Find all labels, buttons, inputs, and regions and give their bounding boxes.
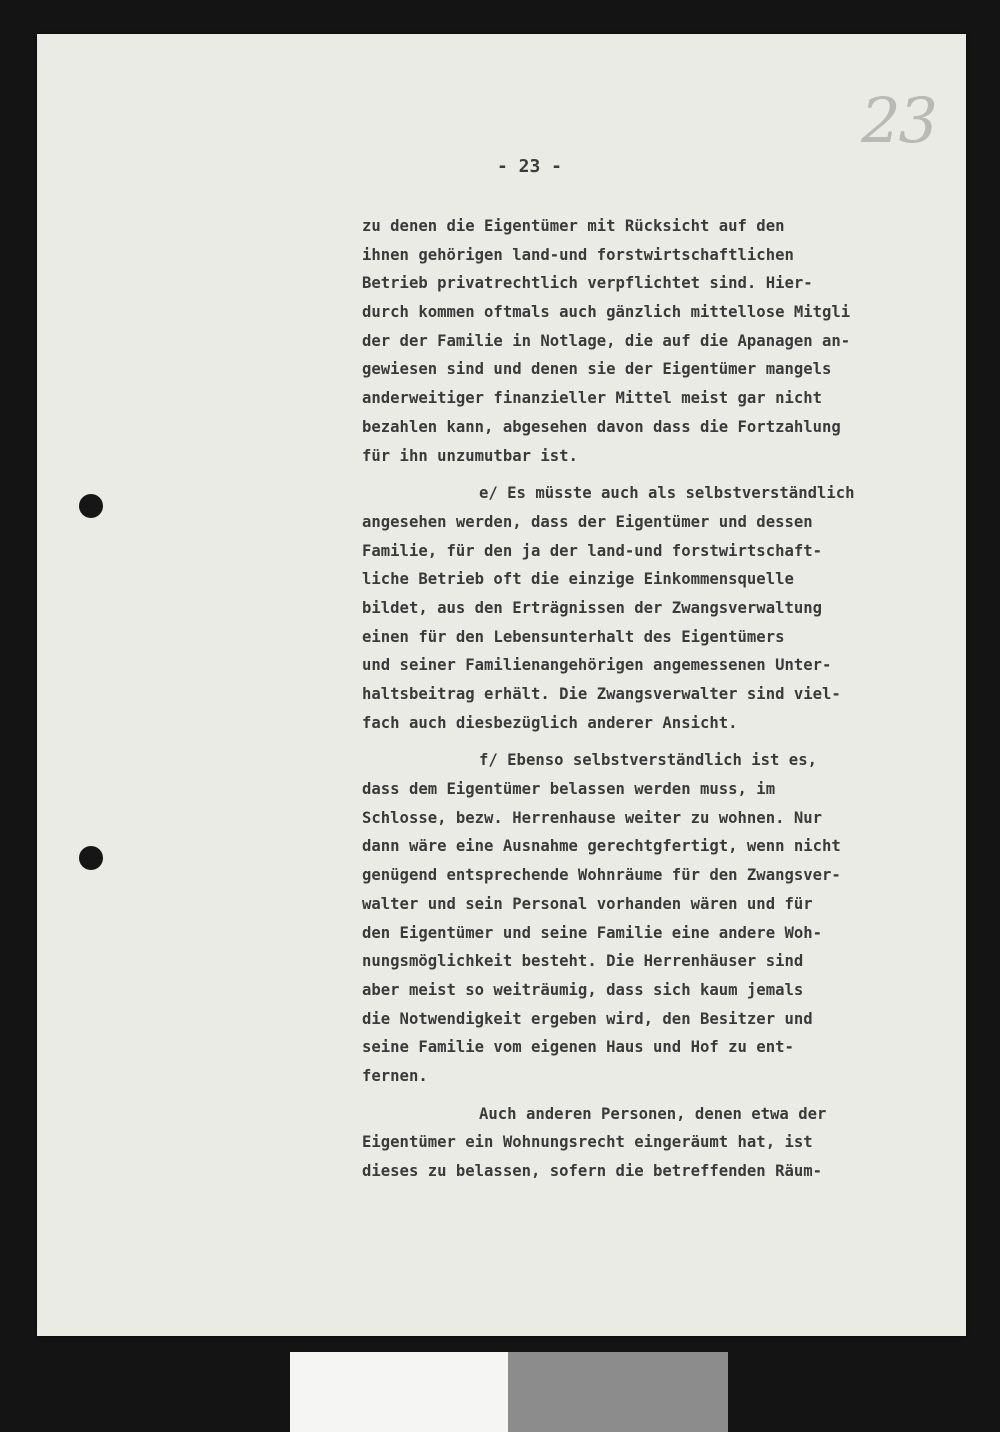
text-line: liche Betrieb oft die einzige Einkommensquelle <box>362 570 794 589</box>
text-line: angesehen werden, dass der Eigentümer und dessen <box>362 512 813 531</box>
text-line: genügend entsprechende Wohnräume für den Zwangsver- <box>362 866 841 885</box>
paragraph-p3 <box>362 746 962 1090</box>
paragraph-gap <box>362 470 962 479</box>
text-line: haltsbeitrag erhält. Die Zwangsverwalter sind viel- <box>362 685 841 703</box>
text-line: die Notwendigkeit ergeben wird, den Besitzer und <box>362 1009 813 1028</box>
text-line: fernen. <box>362 1066 428 1085</box>
text-line: bildet, aus den Erträgnissen der Zwangsverwaltung <box>362 598 823 617</box>
text-line: und seiner Familienangehörigen angemessenen Unter- <box>362 656 832 675</box>
text-line: dieses zu belassen, sofern die betreffenden Räum- <box>362 1162 823 1180</box>
text-line: durch kommen oftmals auch gänzlich mittellose Mitgli <box>362 303 851 322</box>
handwritten-page-mark: 23 <box>861 84 936 157</box>
text-line: aber meist so weiträumig, dass sich kaum jemals <box>362 980 804 999</box>
text-line: anderweitiger finanzieller Mittel meist gar nicht <box>362 389 823 408</box>
typewritten-body <box>362 212 962 1186</box>
paragraph-p4 <box>362 1100 962 1186</box>
text-line: walter und sein Personal vorhanden wären und für <box>362 894 813 913</box>
paragraph-p1 <box>362 212 962 470</box>
text-line: e/ Es müsste auch als selbstverständlich <box>479 484 855 503</box>
text-line: gewiesen sind und denen sie der Eigentümer mangels <box>362 360 832 379</box>
text-line: nungsmöglichkeit besteht. Die Herrenhäuser sind <box>362 952 804 971</box>
calibration-strip-grey <box>508 1352 728 1432</box>
text-line: Familie, für den ja der land-und forstwirtschaft- <box>362 541 823 560</box>
text-line: ihnen gehörigen land-und forstwirtschaftlichen <box>362 245 794 264</box>
text-line: fach auch diesbezüglich anderer Ansicht. <box>362 713 738 732</box>
document-page <box>37 34 966 1336</box>
text-line: bezahlen kann, abgesehen davon dass die Fortzahlung <box>362 417 841 436</box>
text-line: einen für den Lebensunterhalt des Eigentümers <box>362 627 785 646</box>
text-line: Auch anderen Personen, denen etwa der <box>479 1104 827 1123</box>
text-line: Schlosse, bezw. Herrenhause weiter zu wohnen. Nur <box>362 808 823 827</box>
punch-hole <box>79 494 103 518</box>
text-line: Betrieb privatrechtlich verpflichtet sind. Hier- <box>362 274 813 293</box>
text-line: dass dem Eigentümer belassen werden muss, im <box>362 780 776 799</box>
text-line: dann wäre eine Ausnahme gerechtgfertigt, wenn nicht <box>362 837 841 856</box>
text-line: für ihn unzumutbar ist. <box>362 446 578 465</box>
text-line: seine Familie vom eigenen Haus und Hof zu ent- <box>362 1038 794 1057</box>
text-line: der der Familie in Notlage, die auf die Apanagen an- <box>362 331 851 350</box>
paragraph-gap <box>362 1091 962 1100</box>
paragraph-p2 <box>362 479 962 737</box>
punch-hole <box>79 846 103 870</box>
text-line: f/ Ebenso selbstverständlich ist es, <box>479 751 817 770</box>
calibration-strip-white <box>290 1352 508 1432</box>
text-line: den Eigentümer und seine Familie eine andere Woh- <box>362 923 823 942</box>
page-number: - 23 - <box>497 156 563 177</box>
paragraph-gap <box>362 737 962 746</box>
text-line: zu denen die Eigentümer mit Rücksicht auf den <box>362 217 785 235</box>
text-line: Eigentümer ein Wohnungsrecht eingeräumt hat, ist <box>362 1133 813 1152</box>
